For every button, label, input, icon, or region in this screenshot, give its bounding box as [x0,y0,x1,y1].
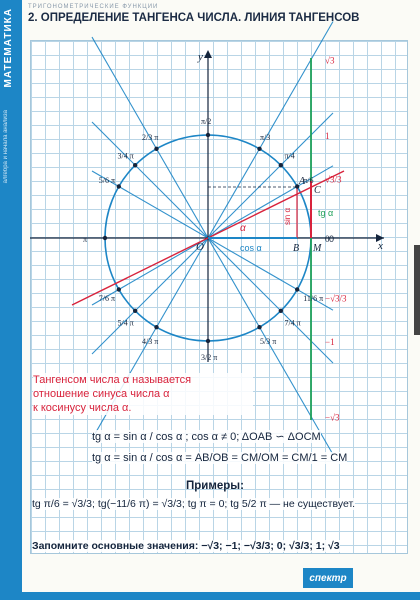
angle-label: π/4 [284,151,295,161]
angle-label: π [83,235,88,244]
tangent-values-group [325,56,347,423]
definition-line-1: Тангенсом числа α называется [33,374,192,386]
angle-label: 4/3 π [142,337,159,347]
origin-label: O [196,241,204,253]
angle-label: 5/4 π [117,318,134,328]
circle-point [133,163,137,167]
circle-point [257,147,261,151]
circle-point [257,325,261,329]
tangent-value-label: −√3/3 [325,293,347,304]
angle-label: 5/3 π [260,337,277,347]
highlight-ray-opposite [72,238,208,305]
definition-line-3: к косинусу числа α. [33,402,132,414]
angle-label: 3/2 π [201,353,218,362]
tangent-value-label: 1 [325,131,330,141]
circle-point [206,339,210,343]
circle-point [154,147,158,151]
circle-point [154,325,158,329]
topic-label: ТРИГОНОМЕТРИЧЕСКИЕ ФУНКЦИИ [28,4,159,10]
circle-point [117,287,121,291]
angle-label: 3/4 π [117,151,134,161]
point-c-label: C [314,185,321,196]
zero-angle-label: 0 [329,234,335,244]
angle-label: 7/6 π [98,294,116,303]
page-title: 2. ОПРЕДЕЛЕНИЕ ТАНГЕНСА ЧИСЛА. ЛИНИЯ ТАНГЕНСОВ [28,12,360,24]
point-b-label: B [293,243,300,254]
subject-label: МАТЕМАТИКА [3,8,14,88]
x-axis-label: x [378,240,383,252]
y-axis-label: y [198,51,203,63]
point-a-label: A [299,176,306,187]
tangent-value-label: −√3 [325,412,340,423]
section-label: алгебра и начала анализа [3,110,9,184]
circle-point [103,236,107,240]
angle-label: 2/3 π [142,132,159,142]
definition-block [33,373,253,415]
circle-point [117,184,121,188]
tangent-value-label: 0 [325,234,330,244]
footer-band [0,592,420,600]
circle-point [133,309,137,313]
angle-alpha-label: α [240,223,246,234]
tangent-value-label: √3 [325,55,335,66]
point-m-label: M [313,243,322,254]
remember-values: Запомните основные значения: −√3; −1; −√3/3; 0; √3/3; 1; √3 [32,540,340,552]
tangent-value-label: −1 [325,337,335,347]
highlight-ray [208,171,344,238]
examples-title: Примеры: [186,480,244,492]
tg-label: tg α [318,208,334,218]
definition-line-2: отношение синуса числа α [33,388,170,400]
angle-label: π/2 [201,117,212,126]
formula-line-2: tg α = sin α / cos α = AB/OB = CM/OM = CM/1 = CM [92,452,348,464]
angle-label: 11/6 π [303,294,324,303]
y-axis-arrow [204,50,212,58]
angle-label: 7/4 π [284,318,301,328]
circle-point [206,133,210,137]
circle-point [279,163,283,167]
angle-label: π/6 [303,176,314,185]
cos-label: cos α [240,243,262,253]
circle-point [279,309,283,313]
examples-text: tg π/6 = √3/3; tg(−11/6 π) = √3/3; tg π = 0; tg 5/2 π — не существует. [32,498,356,510]
circle-point [295,287,299,291]
sin-label: sin α [283,207,292,225]
angle-label: 5/6 π [98,176,116,185]
tangent-value-label: √3/3 [325,174,342,185]
formula-line-1: tg α = sin α / cos α ; cos α ≠ 0; ΔOAB ∽ ΔOCM [92,431,321,443]
angle-label: π/3 [260,132,271,142]
publisher-logo: спектр [303,568,353,588]
